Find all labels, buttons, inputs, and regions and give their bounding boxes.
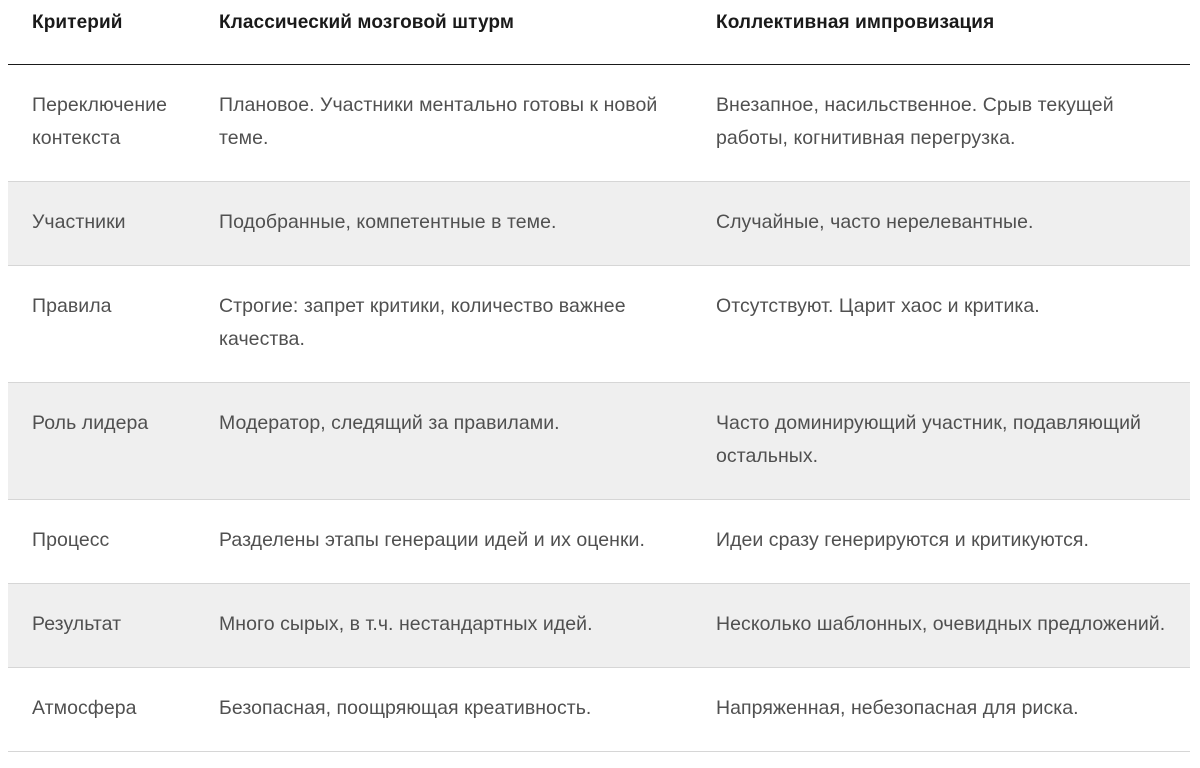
table-row	[8, 266, 1190, 383]
table-header-row	[8, 0, 1190, 65]
row-improv: Внезапное, насильственное. Срыв текущей работы, когнитивная перегрузка.	[716, 94, 1114, 149]
row-criterion: Переключение контекста	[32, 94, 167, 149]
row-classic: Плановое. Участники ментально готовы к новой теме.	[219, 94, 658, 149]
header-criterion: Критерий	[32, 12, 123, 33]
row-classic: Подобранные, компетентные в теме.	[219, 211, 557, 233]
row-classic: Разделены этапы генерации идей и их оценки.	[219, 529, 645, 551]
header-collective-improv: Коллективная импровизация	[716, 12, 995, 33]
row-classic: Строгие: запрет критики, количество важнее качества.	[219, 295, 626, 350]
row-criterion: Атмосфера	[32, 697, 137, 719]
table-row	[8, 182, 1190, 266]
table-row	[8, 383, 1190, 500]
header-classic-brainstorm: Классический мозговой штурм	[219, 12, 515, 33]
row-improv: Случайные, часто нерелевантные.	[716, 211, 1034, 233]
table-row	[8, 500, 1190, 584]
row-improv: Идеи сразу генерируются и критикуются.	[716, 529, 1089, 551]
row-improv: Часто доминирующий участник, подавляющий остальных.	[716, 412, 1141, 467]
table-row	[8, 65, 1190, 182]
row-classic: Много сырых, в т.ч. нестандартных идей.	[219, 613, 593, 635]
row-criterion: Участники	[32, 211, 126, 233]
row-criterion: Результат	[32, 613, 122, 635]
row-classic: Модератор, следящий за правилами.	[219, 412, 560, 434]
row-improv: Отсутствуют. Царит хаос и критика.	[716, 295, 1040, 317]
row-classic: Безопасная, поощряющая креативность.	[219, 697, 592, 719]
row-criterion: Процесс	[32, 529, 110, 551]
row-improv: Несколько шаблонных, очевидных предложений.	[716, 613, 1166, 635]
row-criterion: Правила	[32, 295, 112, 317]
table-row	[8, 584, 1190, 668]
table-row	[8, 668, 1190, 752]
comparison-table	[8, 0, 1190, 752]
row-improv: Напряженная, небезопасная для риска.	[716, 697, 1079, 719]
row-criterion: Роль лидера	[32, 412, 149, 434]
